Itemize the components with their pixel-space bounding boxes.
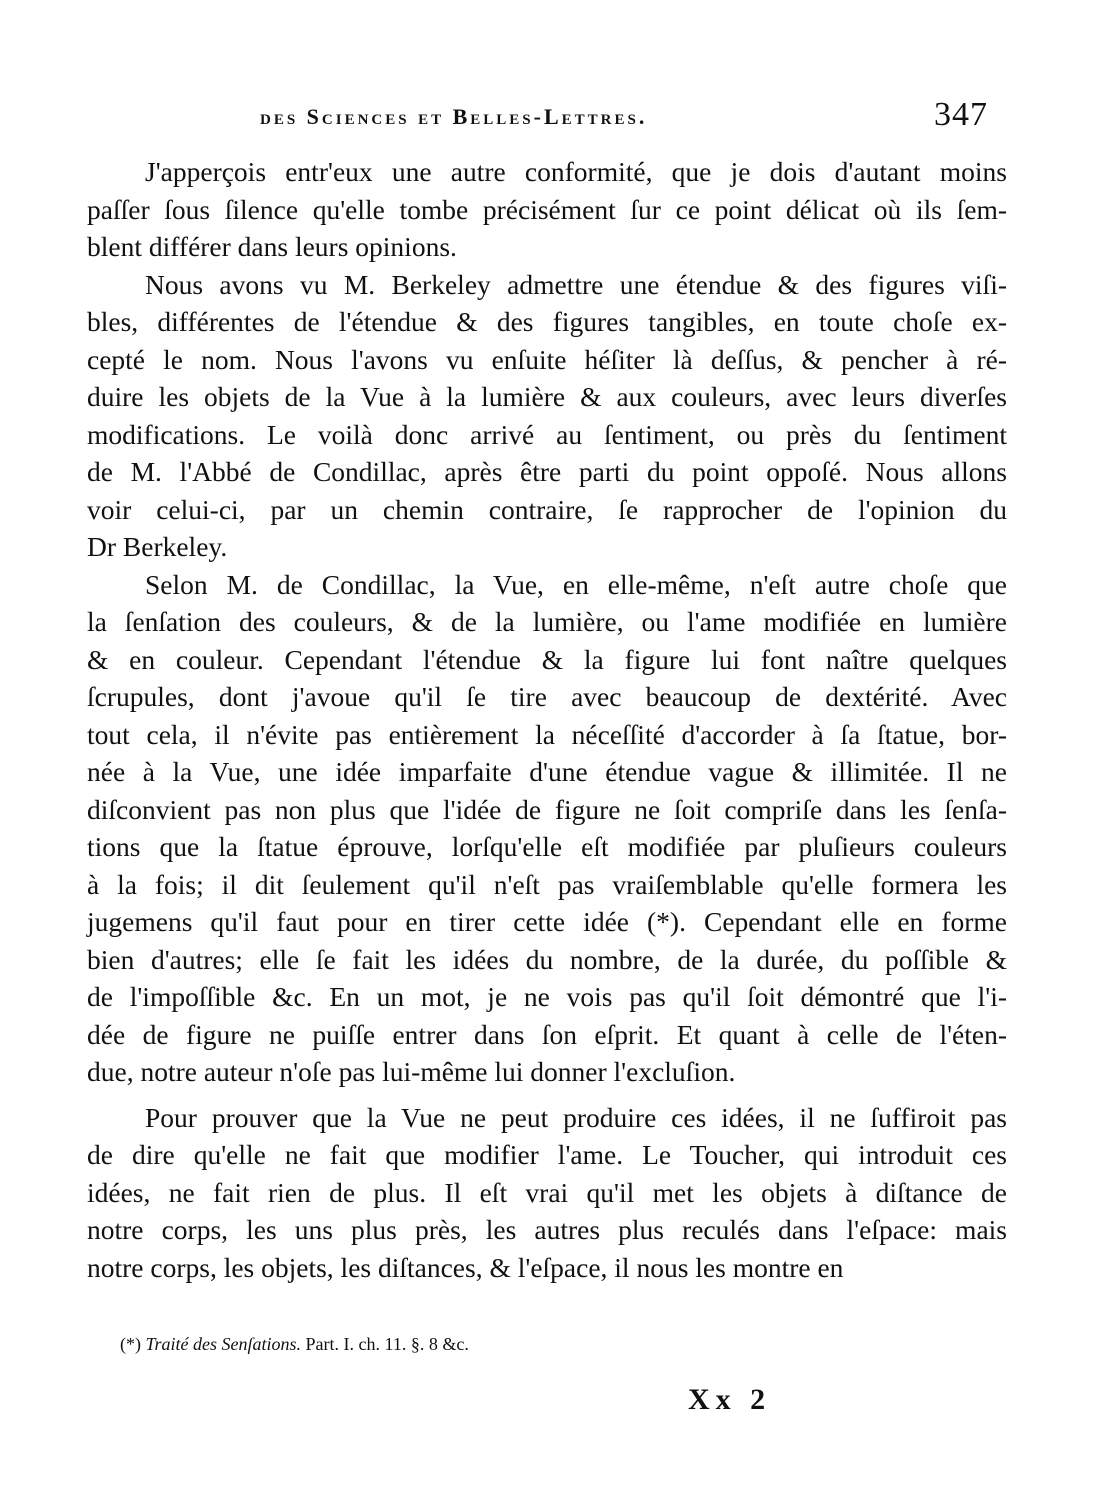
text-line: cepté le nom. Nous l'avons vu enſuite héſiter là deſſus, & pencher à ré- <box>87 343 1007 375</box>
text-line: jugemens qu'il faut pour en tirer cette idée (*). Cependant elle en forme <box>87 906 1007 937</box>
text-line: née à la Vue, une idée imparfaite d'une étendue vague & illimitée. Il ne <box>87 756 1007 787</box>
text-line: la ſenſation des couleurs, & de la lumière, ou l'ame modifiée en lumière <box>87 606 1007 637</box>
text-line: de M. l'Abbé de Condillac, après être parti du point oppoſé. Nous allons <box>87 456 1007 487</box>
text-line: notre corps, les uns plus près, les autres plus reculés dans l'eſpace: mais <box>87 1214 1007 1245</box>
text-line: de dire qu'elle ne fait que modifier l'ame. Le Toucher, qui introduit ces <box>87 1139 1007 1170</box>
text-line: Selon M. de Condillac, la Vue, en elle-même, n'eſt autre choſe que <box>145 568 1007 600</box>
paragraph <box>87 566 1007 1091</box>
signature-mark: Xx 2 <box>688 1383 772 1416</box>
page-header <box>260 96 988 140</box>
running-head: des Sciences et Belles-Lettres. <box>260 104 648 129</box>
paragraph <box>87 266 1007 566</box>
text-line: dée de figure ne puiſſe entrer dans ſon eſprit. Et quant à celle de l'éten- <box>87 1018 1007 1050</box>
text-line: Nous avons vu M. Berkeley admettre une étendue & des figures viſi- <box>145 268 1007 300</box>
page-number: 347 <box>934 96 988 133</box>
text-line: tions que la ſtatue éprouve, lorſqu'elle eſt modifiée par pluſieurs couleurs <box>87 831 1007 862</box>
text-line: tout cela, il n'évite pas entièrement la néceſſité d'accorder à ſa ſtatue, bor- <box>87 718 1007 750</box>
text-line: bien d'autres; elle ſe fait les idées du nombre, de la durée, du poſſible & <box>87 943 1007 975</box>
footnote <box>120 1334 469 1355</box>
text-line: idées, ne fait rien de plus. Il eſt vrai qu'il met les objets à diſtance de <box>87 1176 1007 1208</box>
text-line: voir celui-ci, par un chemin contraire, ſe rapprocher de l'opinion du <box>87 493 1007 525</box>
text-line: à la fois; il dit ſeulement qu'il n'eſt pas vraiſemblable qu'elle formera les <box>87 868 1007 900</box>
text-line: ſcrupules, dont j'avoue qu'il ſe tire avec beaucoup de dextérité. Avec <box>87 681 1007 712</box>
paragraph-gap <box>87 1091 1007 1099</box>
footnote-title: Traité des Senſations. <box>145 1334 302 1354</box>
footnote-reference: Part. I. ch. 11. §. 8 &c. <box>305 1334 469 1354</box>
text-line: Pour prouver que la Vue ne peut produire ces idées, il ne ſuffiroit pas <box>145 1101 1007 1133</box>
text-line: Dr Berkeley. <box>87 531 228 562</box>
text-line: duire les objets de la Vue à la lumière & aux couleurs, avec leurs diverſes <box>87 381 1007 412</box>
paragraph <box>87 1099 1007 1287</box>
body-text <box>87 153 1007 1286</box>
paragraph <box>87 153 1007 266</box>
text-line: J'apperçois entr'eux une autre conformité, que je dois d'autant moins <box>145 156 1007 187</box>
text-line: modifications. Le voilà donc arrivé au ſentiment, ou près du ſentiment <box>87 418 1007 450</box>
text-line: blent différer dans leurs opinions. <box>87 231 457 262</box>
text-line: diſconvient pas non plus que l'idée de figure ne ſoit compriſe dans les ſenſa- <box>87 793 1007 825</box>
text-line: paſſer ſous ſilence qu'elle tombe précisément ſur ce point délicat où ils ſem- <box>87 193 1007 225</box>
text-line: notre corps, les objets, les diſtances, & l'eſpace, il nous les montre en <box>87 1251 844 1283</box>
text-line: & en couleur. Cependant l'étendue & la figure lui font naître quelques <box>87 643 1007 675</box>
text-line: bles, différentes de l'étendue & des figures tangibles, en toute choſe ex- <box>87 306 1007 337</box>
footnote-marker: (*) <box>120 1334 141 1354</box>
text-line: due, notre auteur n'oſe pas lui-même lui donner l'excluſion. <box>87 1056 736 1087</box>
text-line: de l'impoſſible &c. En un mot, je ne vois pas qu'il ſoit démontré que l'i- <box>87 981 1007 1012</box>
